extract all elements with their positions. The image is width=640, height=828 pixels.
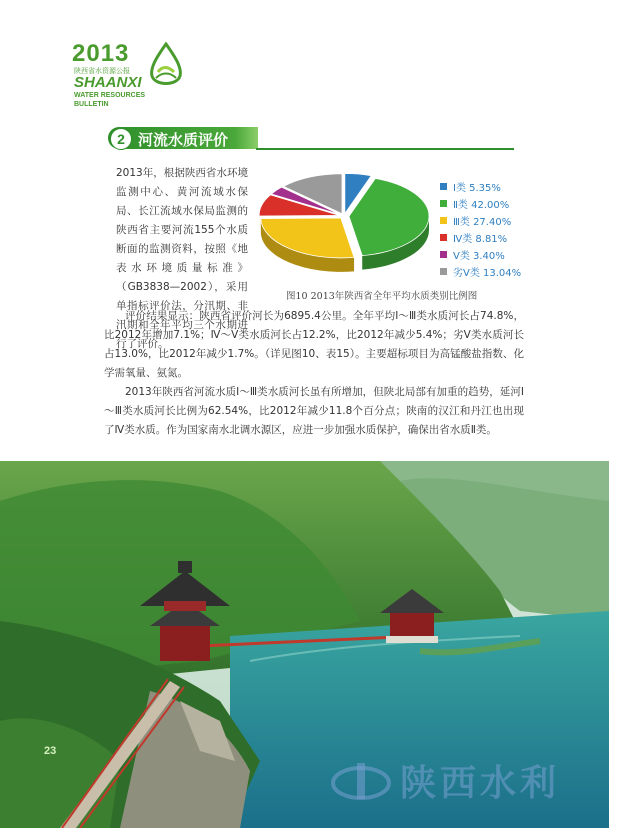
section-title: 河流水质评价	[138, 131, 229, 149]
legend-swatch	[440, 217, 447, 224]
section-underline	[256, 148, 514, 150]
results-paragraph: 评价结果显示：陕西省评价河长为6895.4公里。全年平均Ⅰ～Ⅲ类水质河长占74.8%，比2012年增加7.1%；Ⅳ～Ⅴ类水质河长占12.2%，比2012年减少5.4%；劣Ⅴ类水质河长占13.0%，比2012年减少1.7%。（详见图10、表15）。主要超标项目为高锰酸盐指数、化学需氧量、氨氮。	[104, 310, 524, 379]
page-number: 23	[44, 745, 57, 757]
watermark-text: 陕西水利	[400, 763, 561, 804]
legend-swatch	[440, 251, 447, 258]
summary-paragraph: 2013年陕西省河流水质Ⅰ～Ⅲ类水质河长虽有所增加，但陕北局部有加重的趋势，延河Ⅰ～Ⅲ类水质河长比例为62.54%，比2012年减少11.8个百分点；陕南的汉江和丹江也出现了Ⅳ类水质。作为国家南水北调水源区，应进一步加强水质保护，确保出省水质Ⅱ类。	[104, 386, 524, 436]
logo-subtitle: 陕西省水资源公报	[74, 67, 130, 75]
water-drop-logo-icon	[146, 42, 186, 88]
legend-swatch	[440, 268, 447, 275]
chart-caption: 图10 2013年陕西省全年平均水质类别比例图	[286, 291, 478, 302]
chart-legend	[440, 178, 521, 280]
legend-label: Ⅱ类 42.00%	[453, 200, 510, 211]
logo-english-line2: WATER RESOURCES	[74, 92, 146, 99]
legend-item	[440, 195, 521, 212]
legend-label: Ⅴ类 3.40%	[453, 251, 505, 262]
legend-swatch	[440, 200, 447, 207]
legend-item	[440, 178, 521, 195]
logo-english-line1: SHAANXI	[74, 74, 142, 91]
legend-item	[440, 212, 521, 229]
logo-english-line3: BULLETIN	[74, 101, 109, 108]
legend-label: Ⅳ类 8.81%	[453, 234, 508, 245]
legend-label: 劣Ⅴ类 13.04%	[453, 268, 522, 279]
section-number: 2	[110, 128, 132, 150]
bulletin-logo	[72, 40, 182, 118]
logo-year: 2013	[72, 40, 130, 67]
watermark	[330, 755, 560, 806]
legend-label: Ⅰ类 5.35%	[453, 183, 501, 194]
legend-item	[440, 229, 521, 246]
legend-label: Ⅲ类 27.40%	[453, 217, 512, 228]
legend-swatch	[440, 234, 447, 241]
intro-paragraph: 2013年，根据陕西省水环境监测中心、黄河流域水保局、长江流域水保局监测的陕西省主要河流155个水质断面的监测资料，按照《地表水环境质量标准》（GB3838—2002），采用单指标评价法，分汛期、非汛期和全年平均三个水期进行了评价。	[116, 167, 248, 350]
legend-item	[440, 246, 521, 263]
legend-item	[440, 263, 521, 280]
section-header	[108, 125, 514, 151]
legend-swatch	[440, 183, 447, 190]
water-drop-watermark-icon	[330, 761, 392, 801]
